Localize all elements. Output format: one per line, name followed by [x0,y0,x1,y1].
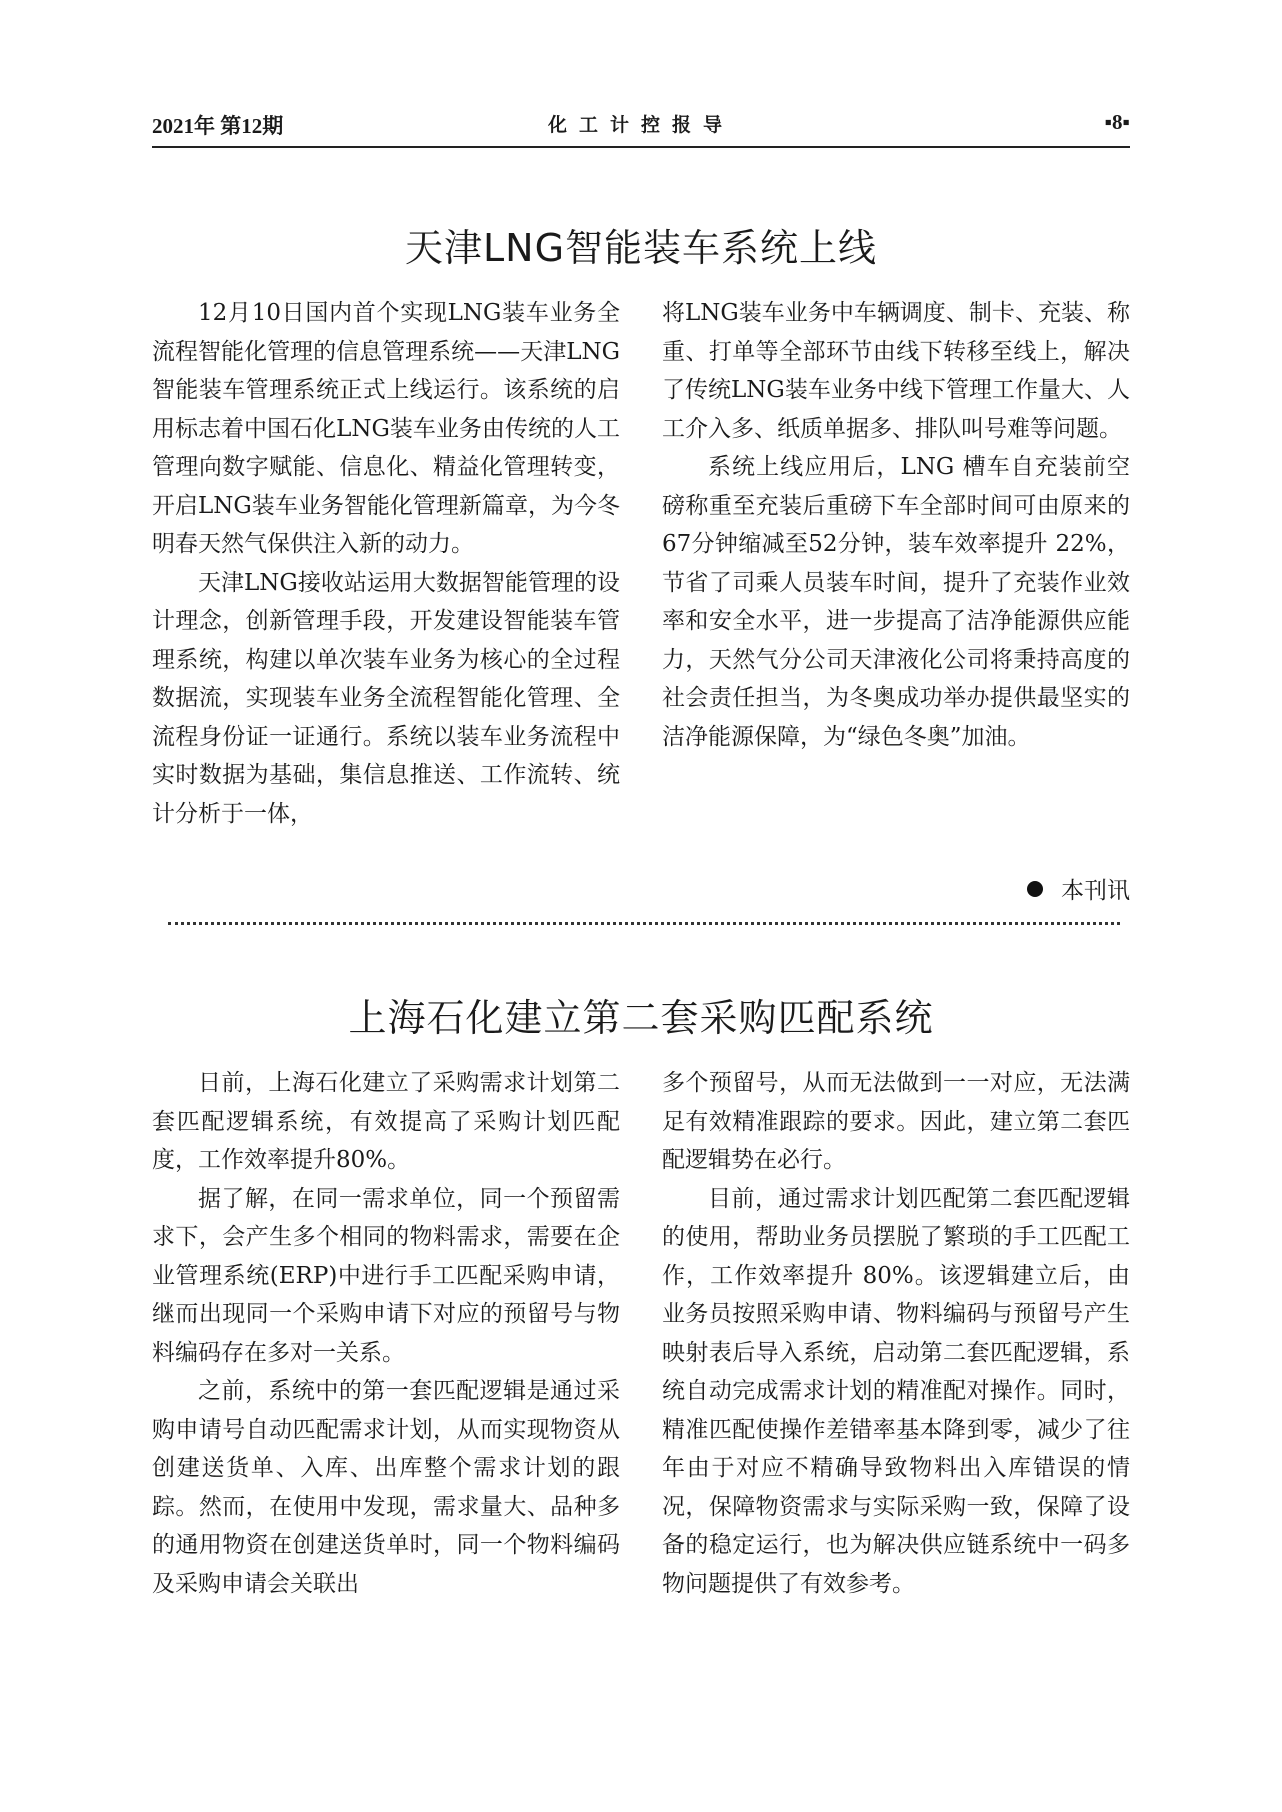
paragraph-continuation: 多个预留号，从而无法做到一一对应，无法满足有效精准跟踪的要求。因此，建立第二套匹配逻辑势在必行。 [662,1070,1130,1173]
article-1-title: 天津LNG智能装车系统上线 [404,226,878,271]
running-header [152,106,1130,148]
credit-text: 本刊讯 [1061,878,1130,904]
paragraph: 12月10日国内首个实现LNG装车业务全流程智能化管理的信息管理系统——天津LNG智能装车管理系统正式上线运行。该系统的启用标志着中国石化LNG装车业务由传统的人工管理向数字赋能、信息化、精益化管理转变，开启LNG装车业务智能化管理新篇章，为今冬明春天然气保供注入新的动力。 [152,300,620,557]
paragraph: 目前，通过需求计划匹配第二套匹配逻辑的使用，帮助业务员摆脱了繁琐的手工匹配工作，工作效率提升 80%。该逻辑建立后，由业务员按照采购申请、物料编码与预留号产生映射表后导入系统，启动第二套匹配逻辑，系统自动完成需求计划的精准配对操作。同时，精准匹配使操作差错率基本降到零，减少了往年由于对应不精确导致物料出入库错误的情况，保障物资需求与实际采购一致，保障了设备的稳定运行，也为解决供应链系统中一码多物问题提供了有效参考。 [662,1185,1130,1597]
paragraph: 日前，上海石化建立了采购需求计划第二套匹配逻辑系统，有效提高了采购计划匹配度，工作效率提升80%。 [152,1070,620,1173]
issue-label: 2021年 第12期 [152,114,284,138]
paragraph-continuation: 将LNG装车业务中车辆调度、制卡、充装、称重、打单等全部环节由线下转移至线上，解决了传统LNG装车业务中线下管理工作量大、人工介入多、纸质单据多、排队叫号难等问题。 [662,300,1130,442]
article-1-body [152,294,1130,833]
article-1-right-column [662,294,1130,833]
bullet-dot-icon [1027,881,1043,897]
article-2-right-column [662,1064,1130,1603]
journal-name: 化工计控报导 [547,114,734,136]
article-2-body [152,1064,1130,1603]
article-2-title: 上海石化建立第二套采购匹配系统 [348,996,934,1041]
paragraph: 据了解，在同一需求单位，同一个预留需求下，会产生多个相同的物料需求，需要在企业管理系统(ERP)中进行手工匹配采购申请，继而出现同一个采购申请下对应的预留号与物料编码存在多对一关系。 [152,1185,620,1366]
paragraph: 之前，系统中的第一套匹配逻辑是通过采购申请号自动匹配需求计划，从而实现物资从创建送货单、入库、出库整个需求计划的跟踪。然而，在使用中发现，需求量大、品种多的通用物资在创建送货单时，同一个物料编码及采购申请会关联出 [152,1378,620,1597]
article-2-left-column [152,1064,620,1603]
article-1-credit [1027,872,1130,905]
article-1-left-column [152,294,620,833]
paragraph: 天津LNG接收站运用大数据智能管理的设计理念，创新管理手段，开发建设智能装车管理系统，构建以单次装车业务为核心的全过程数据流，实现装车业务全流程智能化管理、全流程身份证一证通行。系统以装车业务流程中实时数据为基础，集信息推送、工作流转、统计分析于一体， [152,569,620,827]
page-number: ▪8▪ [1104,110,1130,134]
paragraph: 系统上线应用后，LNG 槽车自充装前空磅称重至充装后重磅下车全部时间可由原来的67分钟缩减至52分钟，装车效率提升 22%，节省了司乘人员装车时间，提升了充装作业效率和安全水平，进一步提高了洁净能源供应能力，天然气分公司天津液化公司将秉持高度的社会责任担当，为冬奥成功举办提供最坚实的洁净能源保障，为“绿色冬奥”加油。 [662,454,1130,750]
dotted-separator [168,922,1120,925]
